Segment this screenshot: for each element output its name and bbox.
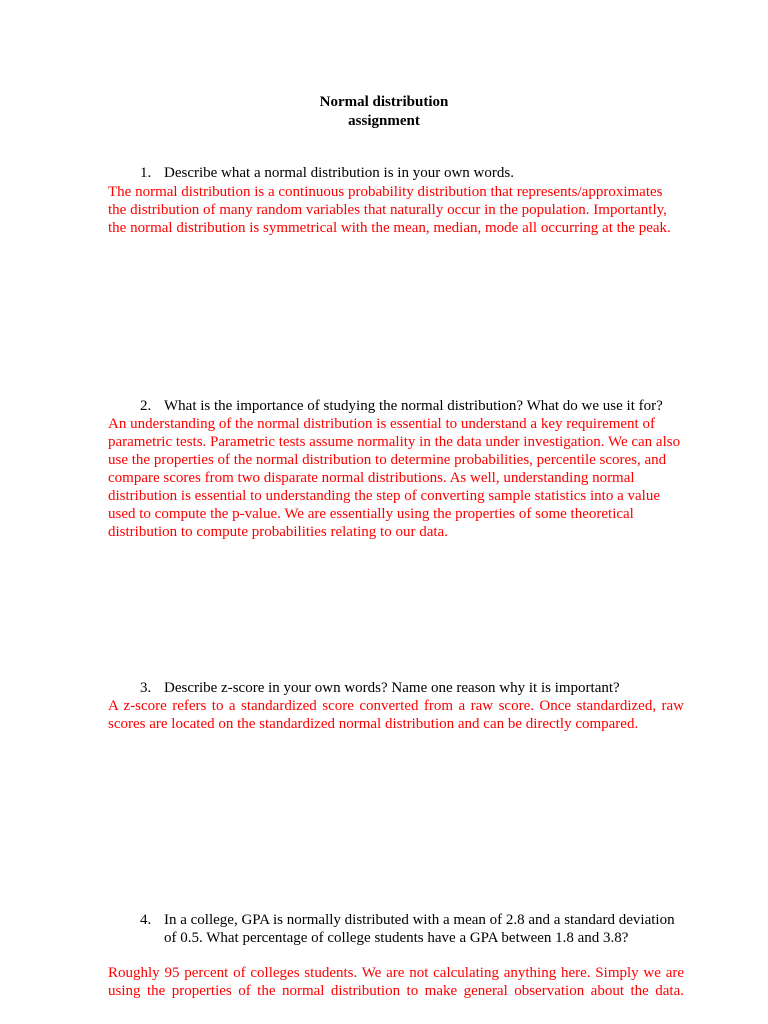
question-number: 2.	[140, 398, 152, 414]
question-3	[140, 679, 688, 697]
question-text: What is the importance of studying the normal distribution? What do we use it for?	[164, 398, 663, 414]
question-text: Describe what a normal distribution is in your own words.	[164, 165, 514, 181]
question-number: 1.	[140, 165, 152, 181]
question-number: 3.	[140, 680, 152, 696]
question-4	[140, 911, 688, 947]
question-text: In a college, GPA is normally distributed with a mean of 2.8 and a standard deviation of 0.5. What percentage of college students have a GPA between 1.8 and 3.8?	[164, 912, 675, 946]
title-line-1: Normal distribution	[319, 94, 449, 110]
document-title	[0, 93, 768, 131]
question-2	[140, 397, 688, 415]
answer-2: An understanding of the normal distribution is essential to understand a key requirement of parametric tests. Parametric tests assume normality in the data under investigation. We can also use the properties of the normal distribution to determine probabilities, percentile scores, and compare scores from two disparate normal distributions. As well, understanding normal distribution is essential to understanding the step of converting sample statistics into a value used to compute the p-value. We are essentially using the properties of some theoretical distribution to compute probabilities relating to our data.	[108, 416, 681, 540]
question-1	[140, 164, 688, 182]
title-line-2: assignment	[348, 113, 420, 129]
answer-3: A z-score refers to a standardized score converted from a raw score. Once standardized, raw scores are located on the standardized normal distribution and can be directly compared.	[108, 698, 684, 732]
question-text: Describe z-score in your own words? Name one reason why it is important?	[164, 680, 620, 696]
answer-4: Roughly 95 percent of colleges students. We are not calculating anything here. Simply we are using the properties of the normal distribution to make general observation about the data.	[108, 965, 684, 999]
question-number: 4.	[140, 912, 152, 928]
answer-1: The normal distribution is a continuous probability distribution that represents/approximates the distribution of many random variables that naturally occur in the population. Importantly, the normal distribution is symmetrical with the mean, median, mode all occurring at the peak.	[108, 184, 671, 236]
